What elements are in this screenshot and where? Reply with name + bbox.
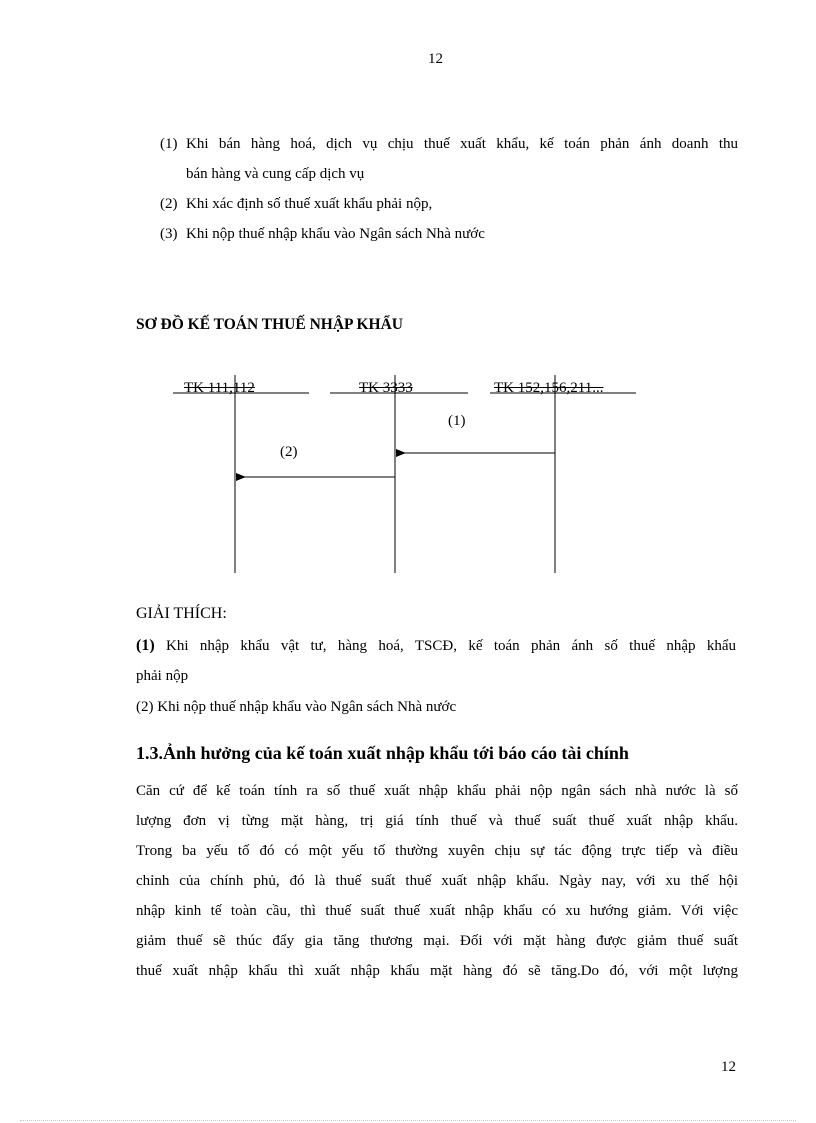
page-header-number: 12 xyxy=(428,51,443,67)
explanation-heading: GIẢI THÍCH: xyxy=(136,605,227,622)
account-label-3333: TK 3333 xyxy=(359,380,413,396)
paragraph-line: thuế xuất nhập khẩu thì xuất nhập khẩu mặt hàng đó sẽ tăng.Do đó, với một lượng xyxy=(136,963,738,979)
paragraph-line: nhập kinh tế toàn cầu, thì thuế suất thuế xuất nhập khẩu có xu hướng giảm. Với việc xyxy=(136,903,738,919)
paragraph-line: giảm thuế sẽ thúc đẩy gia tăng thương mại. Đối với mặt hàng được giảm thuế suất xyxy=(136,933,738,949)
intro-item-2-marker: (2) xyxy=(160,196,178,212)
intro-item-1-line-2: bán hàng và cung cấp dịch vụ xyxy=(186,166,365,182)
page-bottom-divider xyxy=(20,1120,796,1121)
paragraph-line: lượng đơn vị từng mặt hàng, trị giá tính thuế và thuế suất thuế xuất nhập khẩu. xyxy=(136,813,738,829)
section-heading: 1.3.Ảnh hưởng của kế toán xuất nhập khẩu tới báo cáo tài chính xyxy=(136,743,629,763)
explanation-item-1-line-2: phải nộp xyxy=(136,668,189,684)
paragraph-line: chỉnh của chính phủ, đó là thuế suất thuế xuất nhập khẩu. Ngày nay, với xu thế hội xyxy=(136,873,738,889)
paragraph-line: Trong ba yếu tố đó có một yếu tố thường xuyên chịu sự tác động trực tiếp và điều xyxy=(136,843,738,859)
explanation-item-1-marker: (1) xyxy=(136,637,155,654)
intro-item-2-text: Khi xác định số thuế xuất khẩu phải nộp, xyxy=(186,196,433,212)
explanation-item-2: (2) Khi nộp thuế nhập khẩu vào Ngân sách Nhà nước xyxy=(136,699,457,715)
account-label-111-112: TK 111,112 xyxy=(184,380,255,396)
intro-item-1-marker: (1) xyxy=(160,136,178,152)
intro-item-3-marker: (3) xyxy=(160,226,178,242)
t-account-diagram xyxy=(170,375,650,575)
intro-item-1-line-1: Khi bán hàng hoá, dịch vụ chịu thuế xuất khẩu, kế toán phản ánh doanh thu xyxy=(186,136,738,152)
paragraph-line: Căn cứ để kế toán tính ra số thuế xuất nhập khẩu phải nộp ngân sách nhà nước là số xyxy=(136,783,738,799)
page-footer-number: 12 xyxy=(721,1059,736,1075)
diagram-title: SƠ ĐỒ KẾ TOÁN THUẾ NHẬP KHẨU xyxy=(136,316,403,333)
intro-item-3-text: Khi nộp thuế nhập khẩu vào Ngân sách Nhà nước xyxy=(186,226,485,242)
arrow-1-label: (1) xyxy=(448,413,466,429)
explanation-item-1-line-1: Khi nhập khẩu vật tư, hàng hoá, TSCĐ, kế toán phản ánh số thuế nhập khẩu xyxy=(166,638,736,654)
account-label-152-156-211: TK 152,156,211... xyxy=(494,380,604,396)
arrow-2-label: (2) xyxy=(280,444,298,460)
